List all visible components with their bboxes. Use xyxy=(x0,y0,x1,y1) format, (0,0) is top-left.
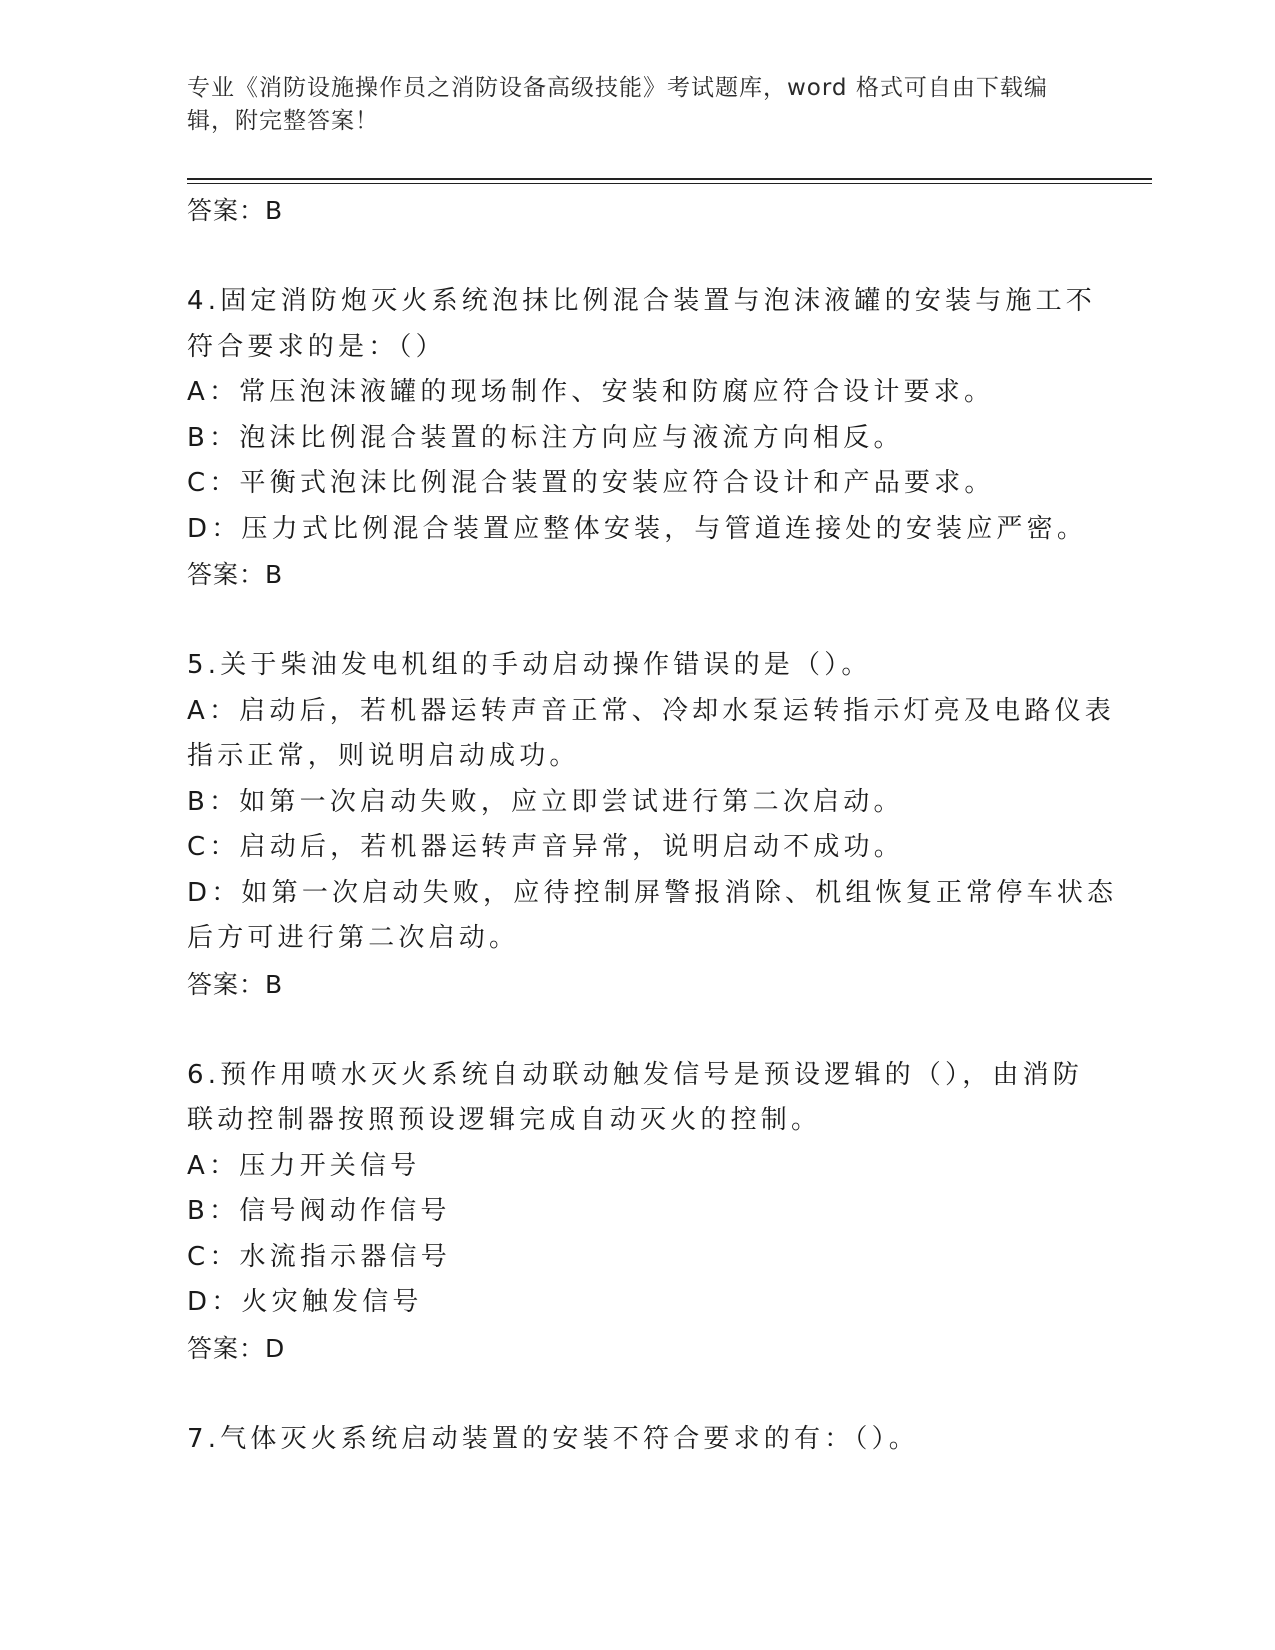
question-stem-line: 符合要求的是：（） xyxy=(187,331,446,362)
option-a-continued: 指示正常，则说明启动成功。 xyxy=(187,741,580,771)
question-stem-line: 联动控制器按照预设逻辑完成自动灭火的控制。 xyxy=(187,1105,822,1135)
question-list xyxy=(187,188,1118,1462)
spacer xyxy=(187,1371,1087,1417)
answer-previous: 答案：B xyxy=(187,196,284,225)
header-line-2: 辑，附完整答案！ xyxy=(187,108,379,134)
option-a: A：常压泡沫液罐的现场制作、安装和防腐应符合设计要求。 xyxy=(187,377,995,407)
option-b: B：泡沫比例混合装置的标注方向应与液流方向相反。 xyxy=(187,422,904,453)
option-a: A：压力开关信号 xyxy=(187,1150,421,1181)
document-header xyxy=(187,72,1067,138)
option-d-continued: 后方可进行第二次启动。 xyxy=(187,923,520,953)
option-c: C：平衡式泡沫比例混合装置的安装应符合设计和产品要求。 xyxy=(187,468,995,498)
option-a: A：启动后，若机器运转声音正常、冷却水泵运转指示灯亮及电路仪表 xyxy=(187,695,1115,726)
header-divider-thick xyxy=(187,178,1152,180)
option-d: D：压力式比例混合装置应整体安装，与管道连接处的安装应严密。 xyxy=(187,513,1088,544)
option-b: B：信号阀动作信号 xyxy=(187,1196,451,1226)
option-b: B：如第一次启动失败，应立即尝试进行第二次启动。 xyxy=(187,786,904,817)
question-6 xyxy=(187,1053,1087,1372)
option-d: D：如第一次启动失败，应待控制屏警报消除、机组恢复正常停车状态 xyxy=(187,877,1118,908)
answer: 答案：B xyxy=(187,560,284,589)
question-stem-line: 6.预作用喷水灭火系统自动联动触发信号是预设逻辑的（），由消防 xyxy=(187,1059,1084,1090)
header-divider-thin xyxy=(187,183,1152,184)
question-stem-line: 7.气体灭火系统启动装置的安装不符合要求的有：（）。 xyxy=(187,1423,920,1454)
question-5 xyxy=(187,643,1118,1007)
question-stem-line: 4.固定消防炮灭火系统泡抹比例混合装置与泡沫液罐的安装与施工不 xyxy=(187,286,1097,316)
question-4 xyxy=(187,279,1097,598)
header-line-1: 专业《消防设施操作员之消防设备高级技能》考试题库，word 格式可自由下载编 xyxy=(187,75,1048,101)
question-stem-line: 5.关于柴油发电机组的手动启动操作错误的是（）。 xyxy=(187,650,872,680)
spacer xyxy=(187,598,1087,644)
spacer xyxy=(187,234,1087,280)
spacer xyxy=(187,1007,1087,1053)
answer: 答案：D xyxy=(187,1333,286,1363)
answer: 答案：B xyxy=(187,969,284,999)
option-d: D：火灾触发信号 xyxy=(187,1287,423,1317)
option-c: C：启动后，若机器运转声音异常，说明启动不成功。 xyxy=(187,832,904,862)
question-7 xyxy=(187,1417,1087,1463)
option-c: C：水流指示器信号 xyxy=(187,1241,451,1272)
